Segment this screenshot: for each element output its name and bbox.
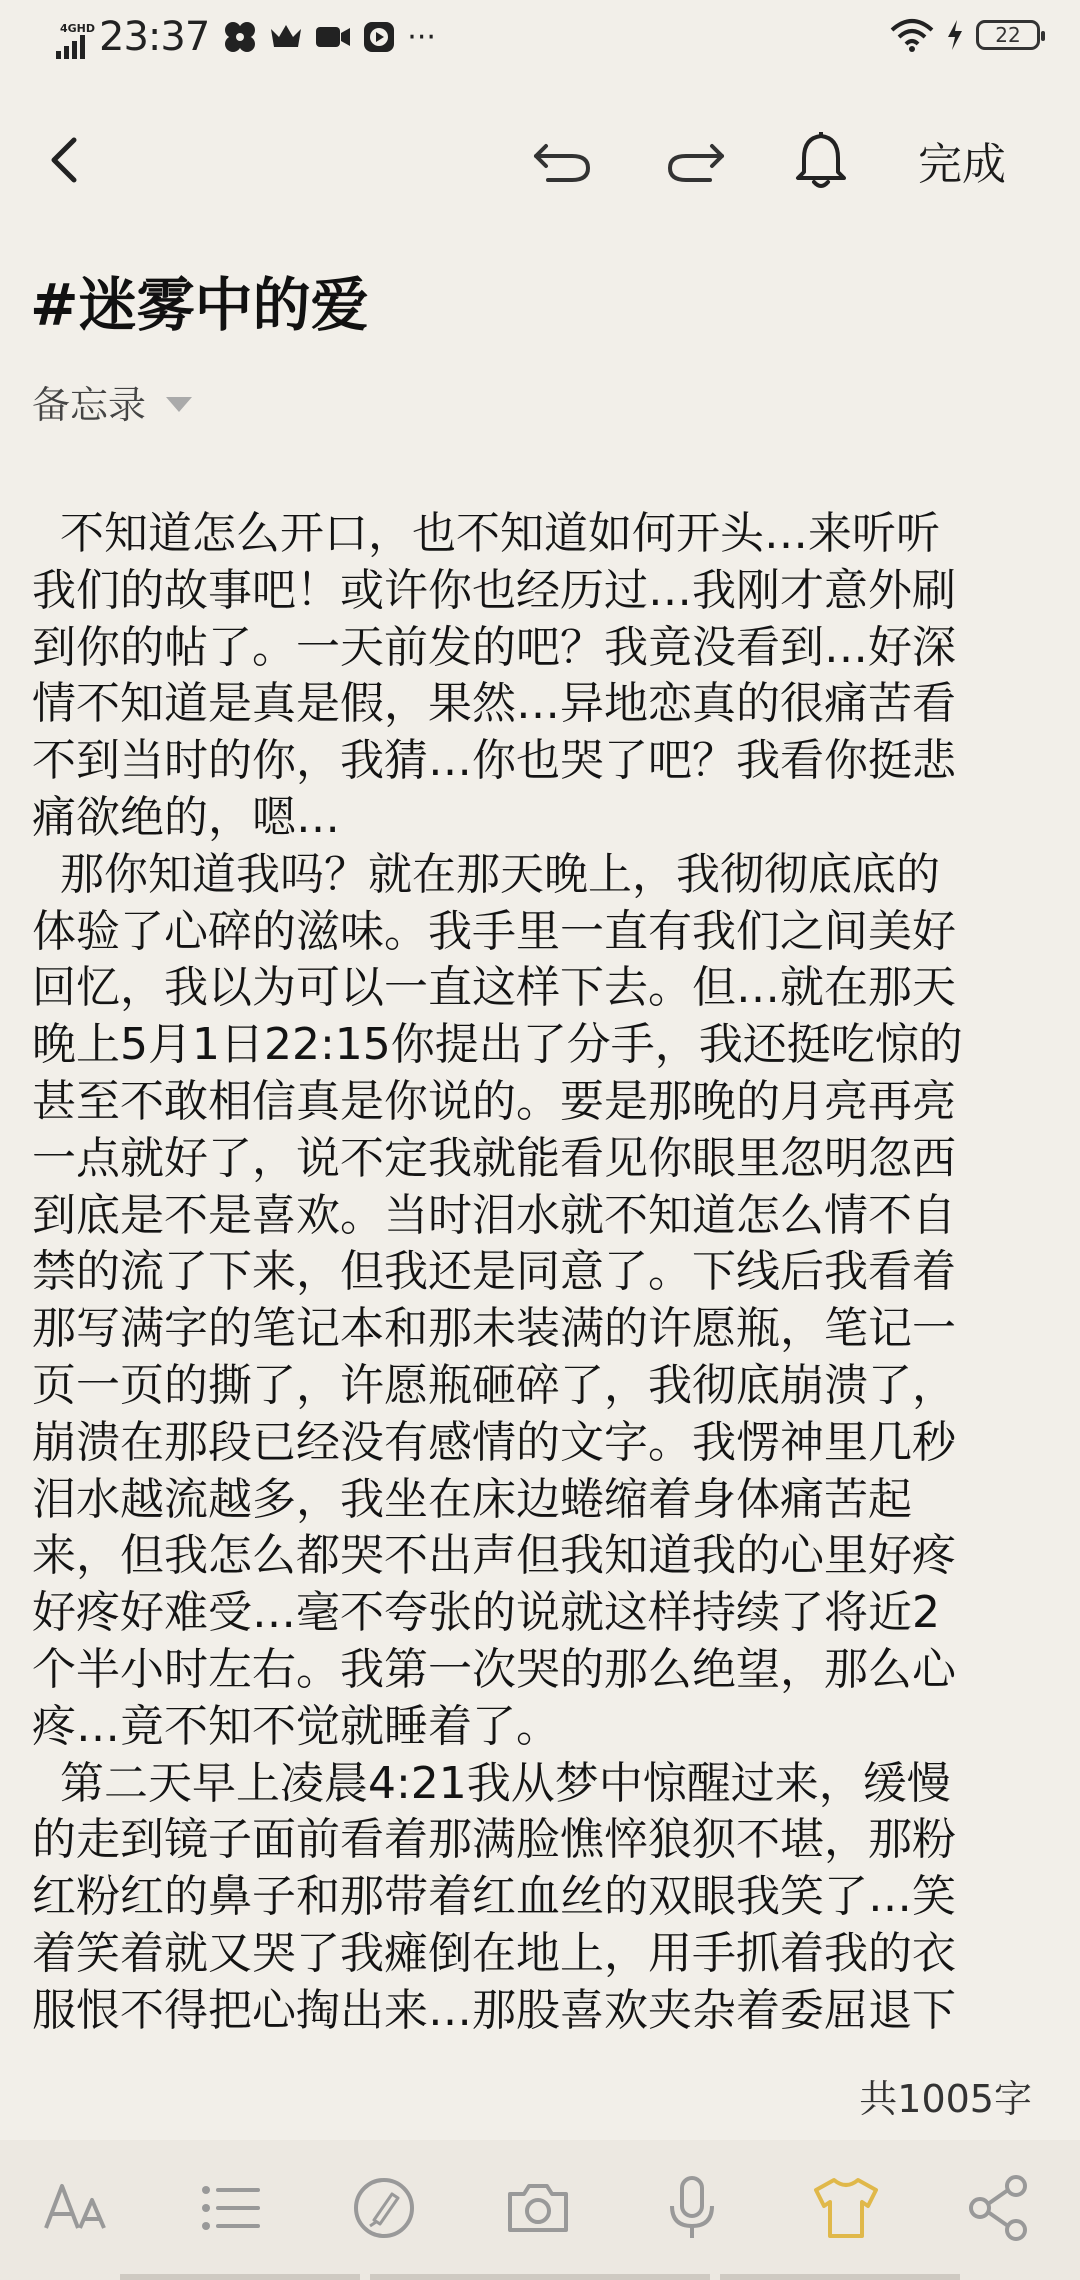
editor-toolbar [0,110,1080,210]
bell-icon [786,124,856,194]
note-line: 情不知道是真是假，果然…异地恋真的很痛苦看 [32,678,956,730]
status-bar [0,0,1080,80]
sketch-button[interactable] [348,2172,420,2244]
share-button[interactable] [964,2172,1036,2244]
note-line: 崩溃在那段已经没有感情的文字。我愣神里几秒 [32,1416,956,1468]
note-line: 服恨不得把心掏出来…那股喜欢夹杂着委屈退下 [32,1984,956,2036]
note-line: 页一页的撕了，许愿瓶砸碎了，我彻底崩溃了， [32,1359,956,1411]
theme-button[interactable] [810,2172,882,2244]
wifi-icon [890,18,934,52]
sketch-icon [348,2172,420,2244]
word-count: 共1005字 [859,2077,1032,2121]
note-line: 体验了心碎的滋味。我手里一直有我们之间美好 [32,905,956,957]
crown-icon [269,23,303,51]
signal-icon [56,33,85,59]
note-line: 的走到镜子面前看着那满脸憔悴狼狈不堪，那粉 [32,1814,956,1866]
dropdown-triangle-icon [166,397,192,412]
nav-indicator-left [120,2274,360,2280]
folder-selector[interactable] [32,374,192,429]
note-line: 我们的故事吧！或许你也经历过…我刚才意外刷 [32,564,956,616]
play-app-icon [363,21,395,53]
network-type: 4GHD [60,22,96,35]
note-line: 晚上5月1日22:15你提出了分手，我还挺吃惊的 [32,1019,963,1071]
note-line: 不知道怎么开口，也不知道如何开头…来听听 [32,508,940,559]
redo-icon [660,130,730,190]
note-line: 疼…竟不知不觉就睡着了。 [32,1700,560,1752]
undo-button[interactable] [528,130,598,190]
nav-indicator-center [370,2274,710,2280]
back-button[interactable] [36,130,96,190]
microphone-icon [656,2172,728,2244]
charging-icon [946,19,964,51]
text-format-icon [40,2172,112,2244]
battery-indicator: 22 [976,20,1040,50]
nav-indicator-right [720,2274,960,2280]
pinwheel-icon [223,20,257,54]
camera-icon [502,2172,574,2244]
share-icon [964,2172,1036,2244]
folder-label: 备忘录 [32,383,147,427]
video-icon [315,24,351,50]
theme-shirt-icon [810,2172,882,2244]
chevron-left-icon [36,130,96,190]
note-line: 第二天早上凌晨4:21我从梦中惊醒过来，缓慢 [32,1757,951,1809]
camera-button[interactable] [502,2172,574,2244]
note-line: 痛欲绝的，嗯… [32,791,340,843]
list-button[interactable] [194,2172,266,2244]
more-notifications-icon: ··· [407,19,436,55]
note-title[interactable]: #迷雾中的爱 [30,271,369,339]
list-icon [194,2172,266,2244]
done-button[interactable]: 完成 [918,139,1006,190]
note-body[interactable] [32,506,1052,2040]
note-line: 那写满字的笔记本和那未装满的许愿瓶，笔记一 [32,1303,956,1355]
note-line: 到底是不是喜欢。当时泪水就不知道怎么情不自 [32,1189,956,1241]
redo-button[interactable] [660,130,730,190]
note-line: 着笑着就又哭了我瘫倒在地上，用手抓着我的衣 [32,1927,956,1979]
note-line: 一点就好了，说不定我就能看见你眼里忽明忽西 [32,1132,956,1184]
note-line: 来，但我怎么都哭不出声但我知道我的心里好疼 [32,1530,956,1582]
undo-icon [528,130,598,190]
note-line: 到你的帖了。一天前发的吧？我竟没看到…好深 [32,621,956,673]
note-line: 禁的流了下来，但我还是同意了。下线后我看着 [32,1246,956,1298]
note-line: 个半小时左右。我第一次哭的那么绝望，那么心 [32,1643,956,1695]
text-format-button[interactable] [40,2172,112,2244]
status-time: 23:37 [99,14,210,60]
voice-button[interactable] [656,2172,728,2244]
reminder-button[interactable] [786,124,856,194]
note-line: 甚至不敢相信真是你说的。要是那晚的月亮再亮 [32,1075,956,1127]
note-line: 好疼好难受…毫不夸张的说就这样持续了将近2 [32,1587,940,1639]
note-line: 回忆，我以为可以一直这样下去。但…就在那天 [32,962,956,1014]
note-line: 那你知道我吗？就在那天晚上，我彻彻底底的 [32,848,940,900]
note-line: 泪水越流越多，我坐在床边蜷缩着身体痛苦起 [32,1473,912,1525]
note-line: 不到当时的你，我猜…你也哭了吧？我看你挺悲 [32,735,956,787]
bottom-toolbar [0,2140,1080,2280]
note-line: 红粉红的鼻子和那带着红血丝的双眼我笑了…笑 [32,1871,956,1923]
